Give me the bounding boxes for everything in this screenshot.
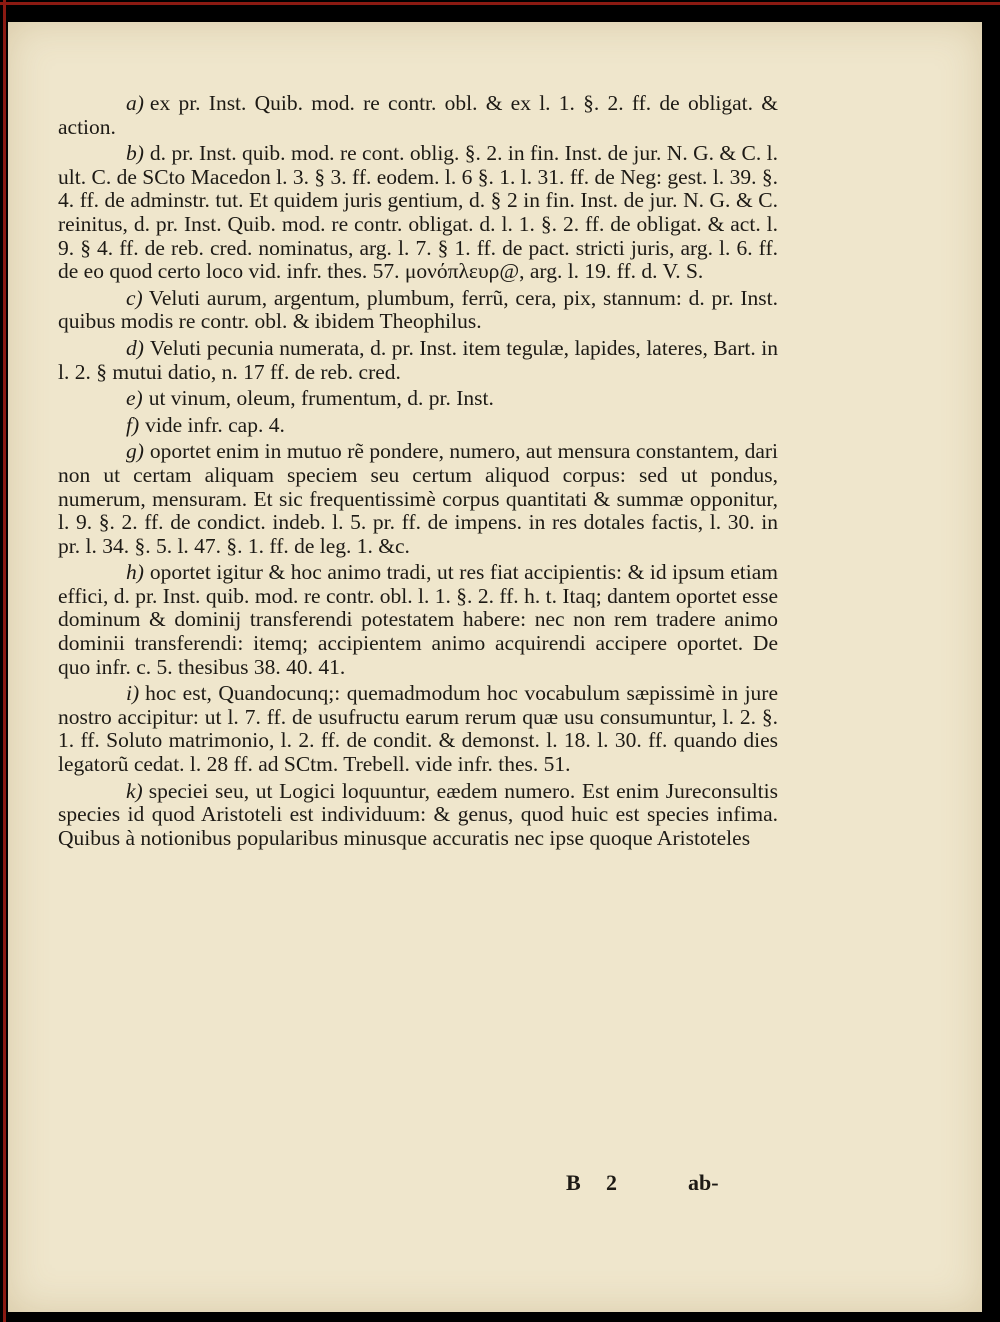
footnote-g — [58, 440, 778, 558]
footnote-f — [58, 414, 778, 438]
left-edge-line — [3, 0, 6, 1322]
footnote-text: vide infr. cap. 4. — [145, 412, 285, 437]
footnote-marker: f) — [126, 412, 140, 437]
top-edge-line — [0, 2, 1000, 5]
footnote-marker: k) — [126, 778, 143, 803]
footnote-marker: h) — [126, 560, 144, 585]
catchword: ab- — [688, 1170, 719, 1195]
footnote-b — [58, 142, 778, 284]
footnotes — [58, 92, 778, 853]
footnote-marker: c) — [126, 285, 143, 310]
footnote-a — [58, 92, 778, 139]
footnote-k — [58, 780, 778, 851]
footnote-marker: d) — [126, 335, 144, 360]
footnote-marker: a) — [126, 91, 144, 115]
footnote-d — [58, 337, 778, 384]
footnote-marker: e) — [126, 386, 143, 411]
footnote-text: Veluti aurum, argentum, plumbum, ferrũ, cera, pix, stannum: d. pr. Inst. quibus modis re contr. obl. & ibidem Theophilus. — [58, 285, 778, 334]
footnote-c — [58, 287, 778, 334]
footnote-text: speciei seu, ut Logici loquuntur, eædem numero. Est enim Jureconsultis species id quod Aristoteli est individuum: & genus, quod huic est species infima. Quibus à notionibus popularibus minusque accuratis nec ipse quoque Aristoteles — [58, 778, 778, 850]
footnote-i — [58, 682, 778, 776]
footnote-marker: i) — [126, 681, 140, 706]
footnote-text: oportet igitur & hoc animo tradi, ut res fiat accipientis: & id ipsum etiam effici, d. pr. Inst. quib. mod. re contr. obl. l. 1. §. 2. ff. h. t. Itaq; dantem oportet esse dominum & dominij transferendi potestatem habere: nec non rem tradere animo dominii transferendi: itemq; accipientem animo acquirendi accipere oportet. De quo infr. c. 5. thesibus 38. 40. 41. — [58, 560, 778, 679]
footnote-text: hoc est, Quandocunq;: quemadmodum hoc vocabulum sæpissimè in jure nostro accipitur: ut l. 7. ff. de usufructu earum rerum quæ usu consumuntur, l. 2. §. 1. ff. Soluto matrimonio, l. 2. ff. de condit. & demonst. l. 18. l. 30. ff. quando dies legatorũ cedat. l. 28 ff. ad SCtm. Trebell. vide infr. thes. 51. — [58, 681, 778, 777]
footnote-h — [58, 561, 778, 679]
signature-mark: B — [566, 1170, 581, 1195]
page-footer — [58, 1170, 778, 1200]
footnote-text: oportet enim in mutuo rẽ pondere, numero, aut mensura constantem, dari non ut certam aliquam speciem seu certum aliquod corpus: sed ut pondus, numerum, mensuram. Et sic frequentissimè corpus quantitati & summæ opponitur, l. 9. §. 2. ff. de condict. indeb. l. 5. pr. ff. de impens. in res dotales factis, l. 30. in pr. l. 34. §. 5. l. 47. §. 1. ff. de leg. 1. &c. — [58, 439, 778, 558]
footnote-text: ex pr. Inst. Quib. mod. re contr. obl. & ex l. 1. §. 2. ff. de obligat. & action. — [58, 91, 778, 139]
book-page — [8, 22, 982, 1312]
footnote-marker: g) — [126, 439, 144, 464]
footnote-marker: b) — [126, 141, 144, 166]
footnote-text: d. pr. Inst. quib. mod. re cont. oblig. §. 2. in fin. Inst. de jur. N. G. & C. l. ult. C. de SCto Macedon l. 3. § 3. ff. eodem. l. 6 §. 1. l. 31. ff. de Neg: gest. l. 39. §. 4. ff. de adminstr. tut. Et quidem juris gentium, d. § 2 in fin. Inst. de jur. N. G. & C. reinitus, d. pr. Inst. Quib. mod. re contr. obligat. d. l. 1. §. 2. ff. de obligat. & act. l. 9. § 4. ff. de reb. cred. nominatus, arg. l. 7. § 1. ff. de pact. stricti juris, arg. l. 6. ff. de eo quod certo loco vid. infr. thes. 57. μονόπλευρ@, arg. l. 19. ff. d. V. S. — [58, 141, 778, 284]
footnote-e — [58, 387, 778, 411]
signature-number: 2 — [606, 1170, 617, 1195]
footnote-text: ut vinum, oleum, frumentum, d. pr. Inst. — [148, 386, 494, 411]
footnote-text: Veluti pecunia numerata, d. pr. Inst. item tegulæ, lapides, lateres, Bart. in l. 2. § mutui datio, n. 17 ff. de reb. cred. — [58, 335, 778, 384]
